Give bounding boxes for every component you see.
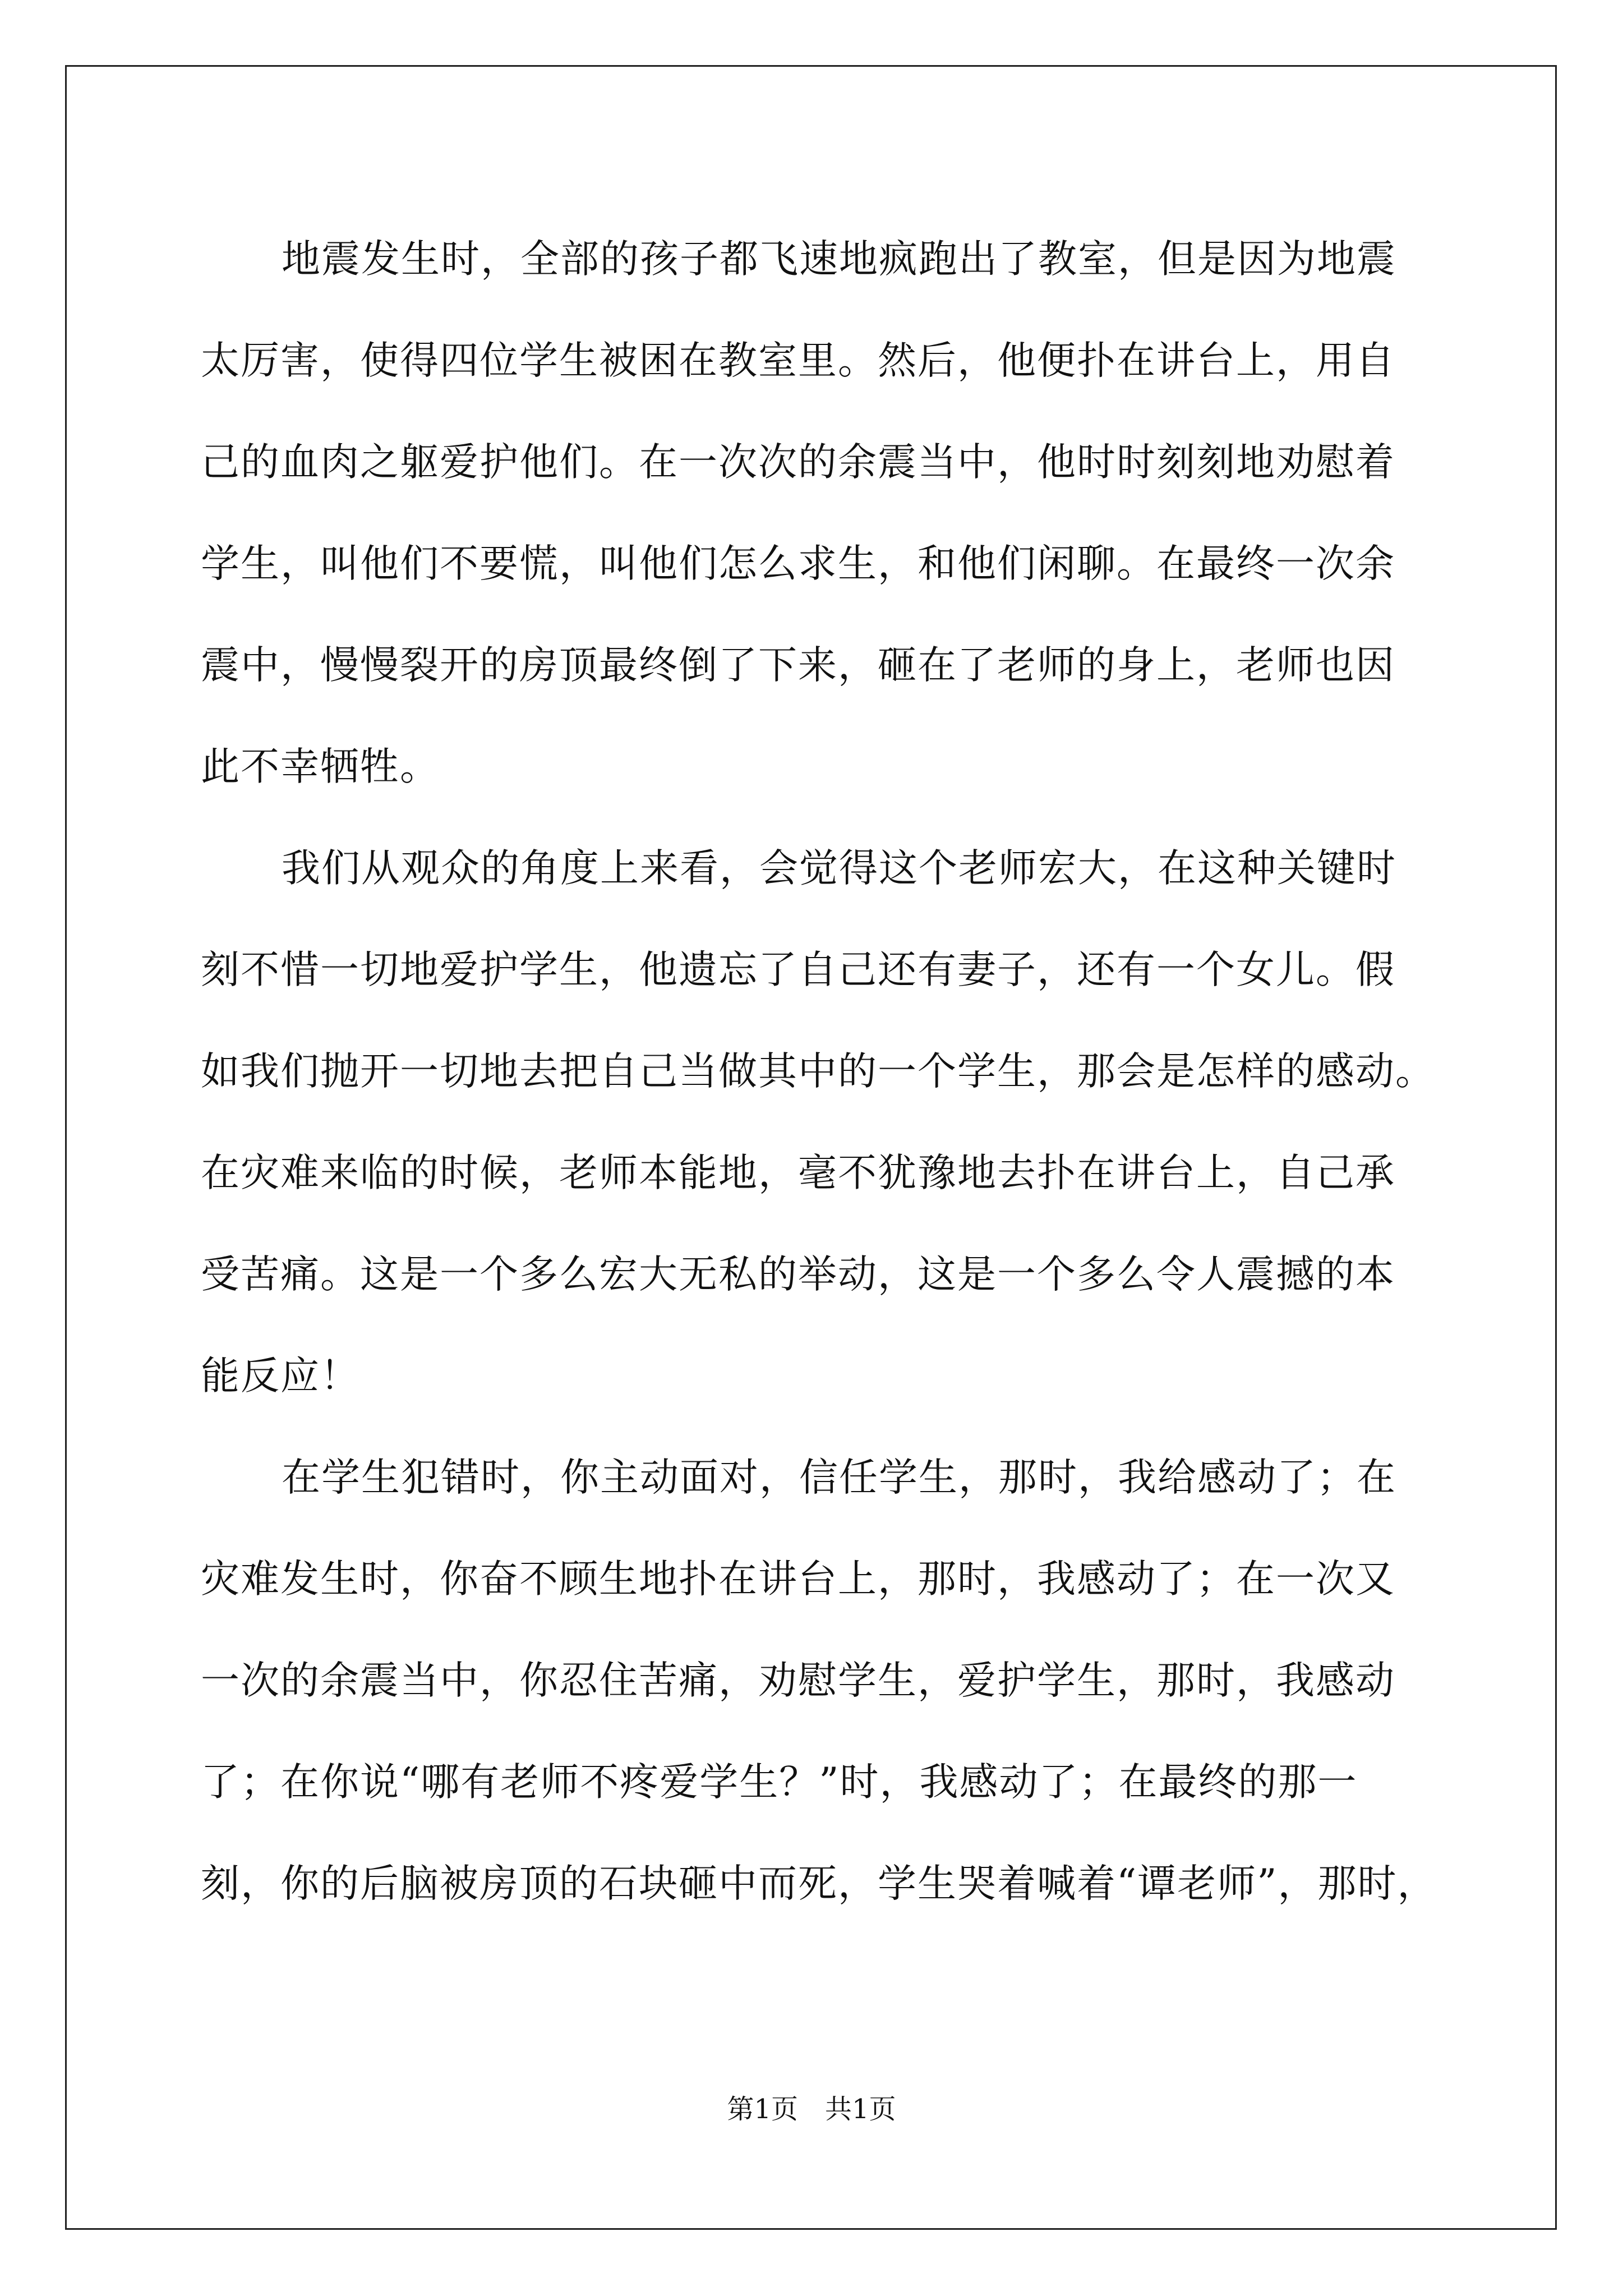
paragraph-2 xyxy=(201,818,1435,1427)
text-line: 灾难发生时，你奋不顾生地扑在讲台上，那时，我感动了；在一次又 xyxy=(201,1557,1395,1602)
text-line: 此不幸牺牲。 xyxy=(201,744,440,789)
text-line: 能反应！ xyxy=(201,1354,360,1398)
text-line: 地震发生时，全部的孩子都飞速地疯跑出了教室，但是因为地震 xyxy=(282,237,1396,282)
text-line: 刻不惜一切地爱护学生，他遗忘了自己还有妻子，还有一个女儿。假 xyxy=(201,947,1395,992)
text-line: 在学生犯错时，你主动面对，信任学生，那时，我给感动了；在 xyxy=(282,1455,1396,1500)
paragraph-3 xyxy=(201,1427,1437,1935)
text-line: 如我们抛开一切地去把自己当做其中的一个学生，那会是怎样的感动。 xyxy=(201,1049,1435,1094)
paragraph-1 xyxy=(201,209,1423,818)
page-footer xyxy=(0,2092,1623,2126)
text-line: 受苦痛。这是一个多么宏大无私的举动，这是一个多么令人震撼的本 xyxy=(201,1252,1395,1297)
text-line: 太厉害，使得四位学生被困在教室里。然后，他便扑在讲台上，用自 xyxy=(201,338,1395,383)
text-line: 震中，慢慢裂开的房顶最终倒了下来，砸在了老师的身上，老师也因 xyxy=(201,643,1395,688)
text-line: 一次的余震当中，你忍住苦痛，劝慰学生，爱护学生，那时，我感动 xyxy=(201,1658,1395,1703)
text-line: 在灾难来临的时候，老师本能地，毫不犹豫地去扑在讲台上，自己承 xyxy=(201,1151,1395,1195)
text-line: 己的血肉之躯爱护他们。在一次次的余震当中，他时时刻刻地劝慰着 xyxy=(201,440,1395,485)
text-line: 刻，你的后脑被房顶的石块砸中而死，学生哭着喊着“谭老师”，那时， xyxy=(201,1861,1437,1906)
text-line: 学生，叫他们不要慌，叫他们怎么求生，和他们闲聊。在最终一次余 xyxy=(201,541,1395,586)
text-line: 了；在你说“哪有老师不疼爱学生？”时，我感动了；在最终的那一 xyxy=(201,1760,1358,1805)
document-body xyxy=(201,209,1437,1935)
text-line: 我们从观众的角度上来看，会觉得这个老师宏大，在这种关键时 xyxy=(282,846,1396,891)
page-number-label: 第1页 共1页 xyxy=(727,2093,896,2125)
